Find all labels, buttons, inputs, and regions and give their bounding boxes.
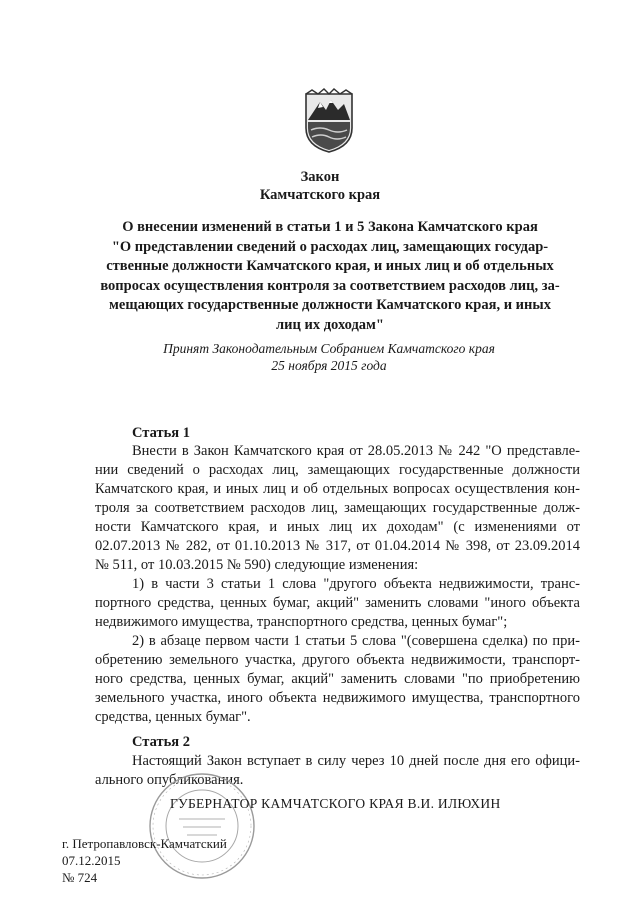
article-1-line: Внести в Закон Камчатского края от 28.05.2013 № 242 "О представле- <box>132 443 580 459</box>
adopted-by: Принят Законодательным Собранием Камчатского края <box>163 341 495 356</box>
article-1-line: 1) в части 3 статьи 1 слова "другого объекта недвижимости, транс- <box>132 576 580 592</box>
article-1-heading: Статья 1 <box>132 425 190 441</box>
article-2-line: ального опубликования. <box>95 772 244 788</box>
subject-line: мещающих государственные должности Камчатского края, и иных <box>109 297 551 313</box>
governor-signature: ГУБЕРНАТОР КАМЧАТСКОГО КРАЯ В.И. ИЛЮХИН <box>170 796 501 811</box>
law-region: Камчатского края <box>259 187 381 203</box>
subject-line: лиц их доходам" <box>276 316 384 333</box>
article-1-line: портного средства, ценных бумаг, акций" заменить словами "иного объекта <box>95 595 580 611</box>
article-1-line: нии сведений о расходах лиц, замещающих государственные должности <box>95 462 580 478</box>
article-1-line: троля за соответствием расходов лиц, замещающих государственные долж- <box>95 500 580 516</box>
law-title: Закон <box>300 169 340 185</box>
article-1-line: 02.07.2013 № 282, от 01.10.2013 № 317, от 01.04.2014 № 398, от 23.09.2014 <box>95 538 580 554</box>
signing-date: 07.12.2015 <box>62 853 121 868</box>
subject-line: ственные должности Камчатского края, и иных лиц и об отдельных <box>106 258 554 274</box>
article-1-line: средства, ценных бумаг". <box>95 709 251 725</box>
law-number: № 724 <box>62 870 98 885</box>
article-1-line: обретению земельного участка, другого объекта недвижимости, транспорт- <box>95 652 580 668</box>
article-1-line: № 511, от 10.03.2015 № 590) следующие изменения: <box>95 557 419 573</box>
article-1-line: Камчатского края, и иных лиц и об отдельных вопросах осуществления кон- <box>95 481 580 497</box>
article-1-line: земельного участка, иного объекта недвижимого имущества, транспортного <box>95 690 580 706</box>
kamchatka-coat-of-arms-icon <box>300 88 358 154</box>
signing-place: г. Петропавловск-Камчатский <box>62 836 227 851</box>
law-subject <box>95 218 565 335</box>
subject-line: "О представлении сведений о расходах лиц, замещающих государ- <box>111 238 549 255</box>
round-stamp-icon <box>147 771 257 881</box>
subject-line: О внесении изменений в статьи 1 и 5 Закона Камчатского края <box>122 219 538 235</box>
subject-line: вопросах осуществления контроля за соответствием расходов лиц, за- <box>100 277 560 294</box>
article-1-line: 2) в абзаце первом части 1 статьи 5 слова "(совершена сделка) по при- <box>132 633 580 649</box>
article-2-heading: Статья 2 <box>132 734 190 750</box>
article-1-line: ного средства, ценных бумаг, акций" заменить словами "по приобретению <box>95 671 580 687</box>
adopted-date: 25 ноября 2015 года <box>271 358 387 373</box>
article-1-line: недвижимого имущества, транспортного средства, ценных бумаг"; <box>95 614 508 630</box>
article-2-line: Настоящий Закон вступает в силу через 10 дней после дня его офици- <box>132 753 580 769</box>
article-1-line: ности Камчатского края, и иных лиц их доходам" (с изменениями от <box>95 519 580 535</box>
